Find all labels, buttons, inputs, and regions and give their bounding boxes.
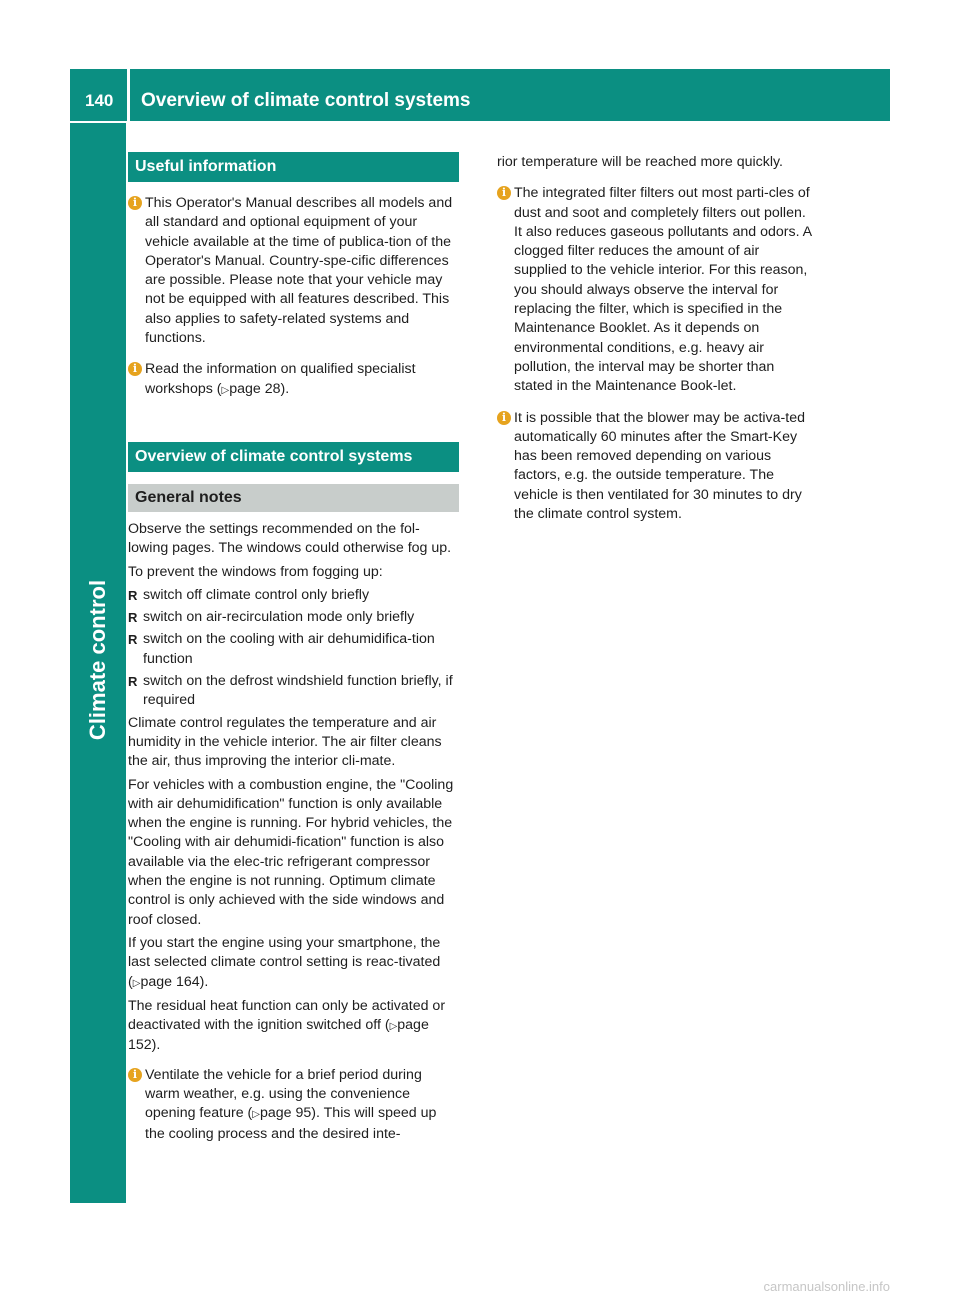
list-item xyxy=(128,630,459,669)
info-note xyxy=(128,360,459,400)
paragraph: Observe the settings recommended on the fol-lowing pages. The windows could otherwise fog up. xyxy=(128,520,452,557)
paragraph-text: ). xyxy=(151,1037,161,1054)
spacer xyxy=(128,412,459,442)
chapter-title: Overview of climate control systems xyxy=(141,89,471,111)
page-number: 140 xyxy=(85,90,114,110)
page-ref-link[interactable]: page 95 xyxy=(259,1105,312,1122)
paragraph-text: If you start the engine using your smartphone, the last selected climate control setting is reac-tivated ( xyxy=(128,934,441,990)
info-note-continuation xyxy=(497,153,815,172)
watermark: carmanualsonline.info xyxy=(763,1279,890,1294)
list-item-text: switch off climate control only briefly xyxy=(143,586,370,603)
paragraph xyxy=(128,997,459,1056)
info-note-text: rior temperature will be reached more quickly. xyxy=(497,154,783,170)
info-icon: i xyxy=(128,362,142,376)
paragraph xyxy=(128,934,459,993)
left-column xyxy=(128,152,459,1156)
bullet-icon: R xyxy=(128,674,138,690)
page-ref-link[interactable]: page 164 xyxy=(140,973,200,990)
page-ref-arrow-icon: ▷ xyxy=(221,384,230,396)
paragraph: To prevent the windows from fogging up: xyxy=(128,563,383,580)
info-note-text: Read the information on qualified specialist workshops ( xyxy=(145,361,416,397)
info-icon: i xyxy=(497,186,511,200)
info-icon: i xyxy=(128,196,142,210)
side-tab-label: Climate control xyxy=(85,579,110,741)
info-icon: i xyxy=(128,1068,142,1082)
paragraph-text: The residual heat function can only be activated or deactivated with the ignition switched off ( xyxy=(128,997,446,1034)
list-item-text: switch on air-recirculation mode only briefly xyxy=(143,609,415,626)
page-ref-arrow-icon: ▷ xyxy=(252,1109,260,1121)
bullet-list xyxy=(128,586,459,711)
info-note-text: Ventilate the vehicle for a brief period during warm weather, e.g. using the convenience opening feature ( xyxy=(145,1066,422,1122)
list-item-text: switch on the cooling with air dehumidifica-tion function xyxy=(143,631,435,667)
info-note-text: ). xyxy=(280,380,290,397)
info-note xyxy=(497,409,815,525)
list-item-text: switch on the defrost windshield function briefly, if required xyxy=(143,673,453,709)
page-ref-link[interactable]: page 152 xyxy=(128,1017,429,1054)
page-ref-arrow-icon: ▷ xyxy=(132,977,141,989)
paragraph: For vehicles with a combustion engine, the "Cooling with air dehumidification" function is only available when the engine is running. For hybrid vehicles, the "Cooling with air dehumidi-fication" function is also available via the elec-tric refrigerant compressor when the engine is not running. Optimum climate control is only achieved with the side windows and roof closed. xyxy=(128,776,454,928)
info-note-text: The integrated filter filters out most parti-cles of dust and soot and completely filters out pollen. It also reduces gaseous pollutants and odors. A clogged filter reduces the amount of air supplied to the vehicle interior. For this reason, you should always observe the interval for replacing the filter, which is specified in the Maintenance Booklet. As it depends on environmental conditions, e.g. heavy air pollution, the interval may be shorter than stated in the Maintenance Book-let. xyxy=(514,185,812,395)
info-note-text: This Operator's Manual describes all models and all standard and optional equipment of your vehicle available at the time of publica-tion of the Operator's Manual. Country-spe-cific differences are possible. Please note that your vehicle may not be equipped with all features described. This also applies to safety-related systems and functions. xyxy=(145,195,453,347)
info-note xyxy=(497,184,815,396)
info-note xyxy=(128,194,459,348)
paragraph: Climate control regulates the temperature and air humidity in the vehicle interior. The air filter cleans the air, thus improving the interior cli-mate. xyxy=(128,714,442,770)
list-item xyxy=(128,608,459,627)
bullet-icon: R xyxy=(128,587,138,603)
list-item xyxy=(128,672,459,711)
paragraph-text: ). xyxy=(199,973,209,990)
list-item xyxy=(128,586,459,605)
right-column xyxy=(497,153,815,536)
page-ref-link[interactable]: page 28 xyxy=(229,380,281,397)
bullet-icon: R xyxy=(128,632,138,648)
section-heading-overview: Overview of climate control systems xyxy=(128,442,459,472)
info-note-text: ). This will speed up the cooling process and the desired inte- xyxy=(145,1105,437,1142)
info-note xyxy=(128,1066,459,1144)
subsection-heading-general-notes: General notes xyxy=(128,484,459,512)
section-heading-useful-information: Useful information xyxy=(128,152,459,182)
info-icon: i xyxy=(497,411,511,425)
info-note-text: It is possible that the blower may be activa-ted automatically 60 minutes after the Smart-Key has been removed depending on various factors, e.g. the outside temperature. The vehicle is then ventilated for 30 minutes to dry the climate control system. xyxy=(514,409,805,523)
header-divider xyxy=(127,69,130,121)
bullet-icon: R xyxy=(128,610,138,626)
page-ref-arrow-icon: ▷ xyxy=(389,1021,398,1033)
